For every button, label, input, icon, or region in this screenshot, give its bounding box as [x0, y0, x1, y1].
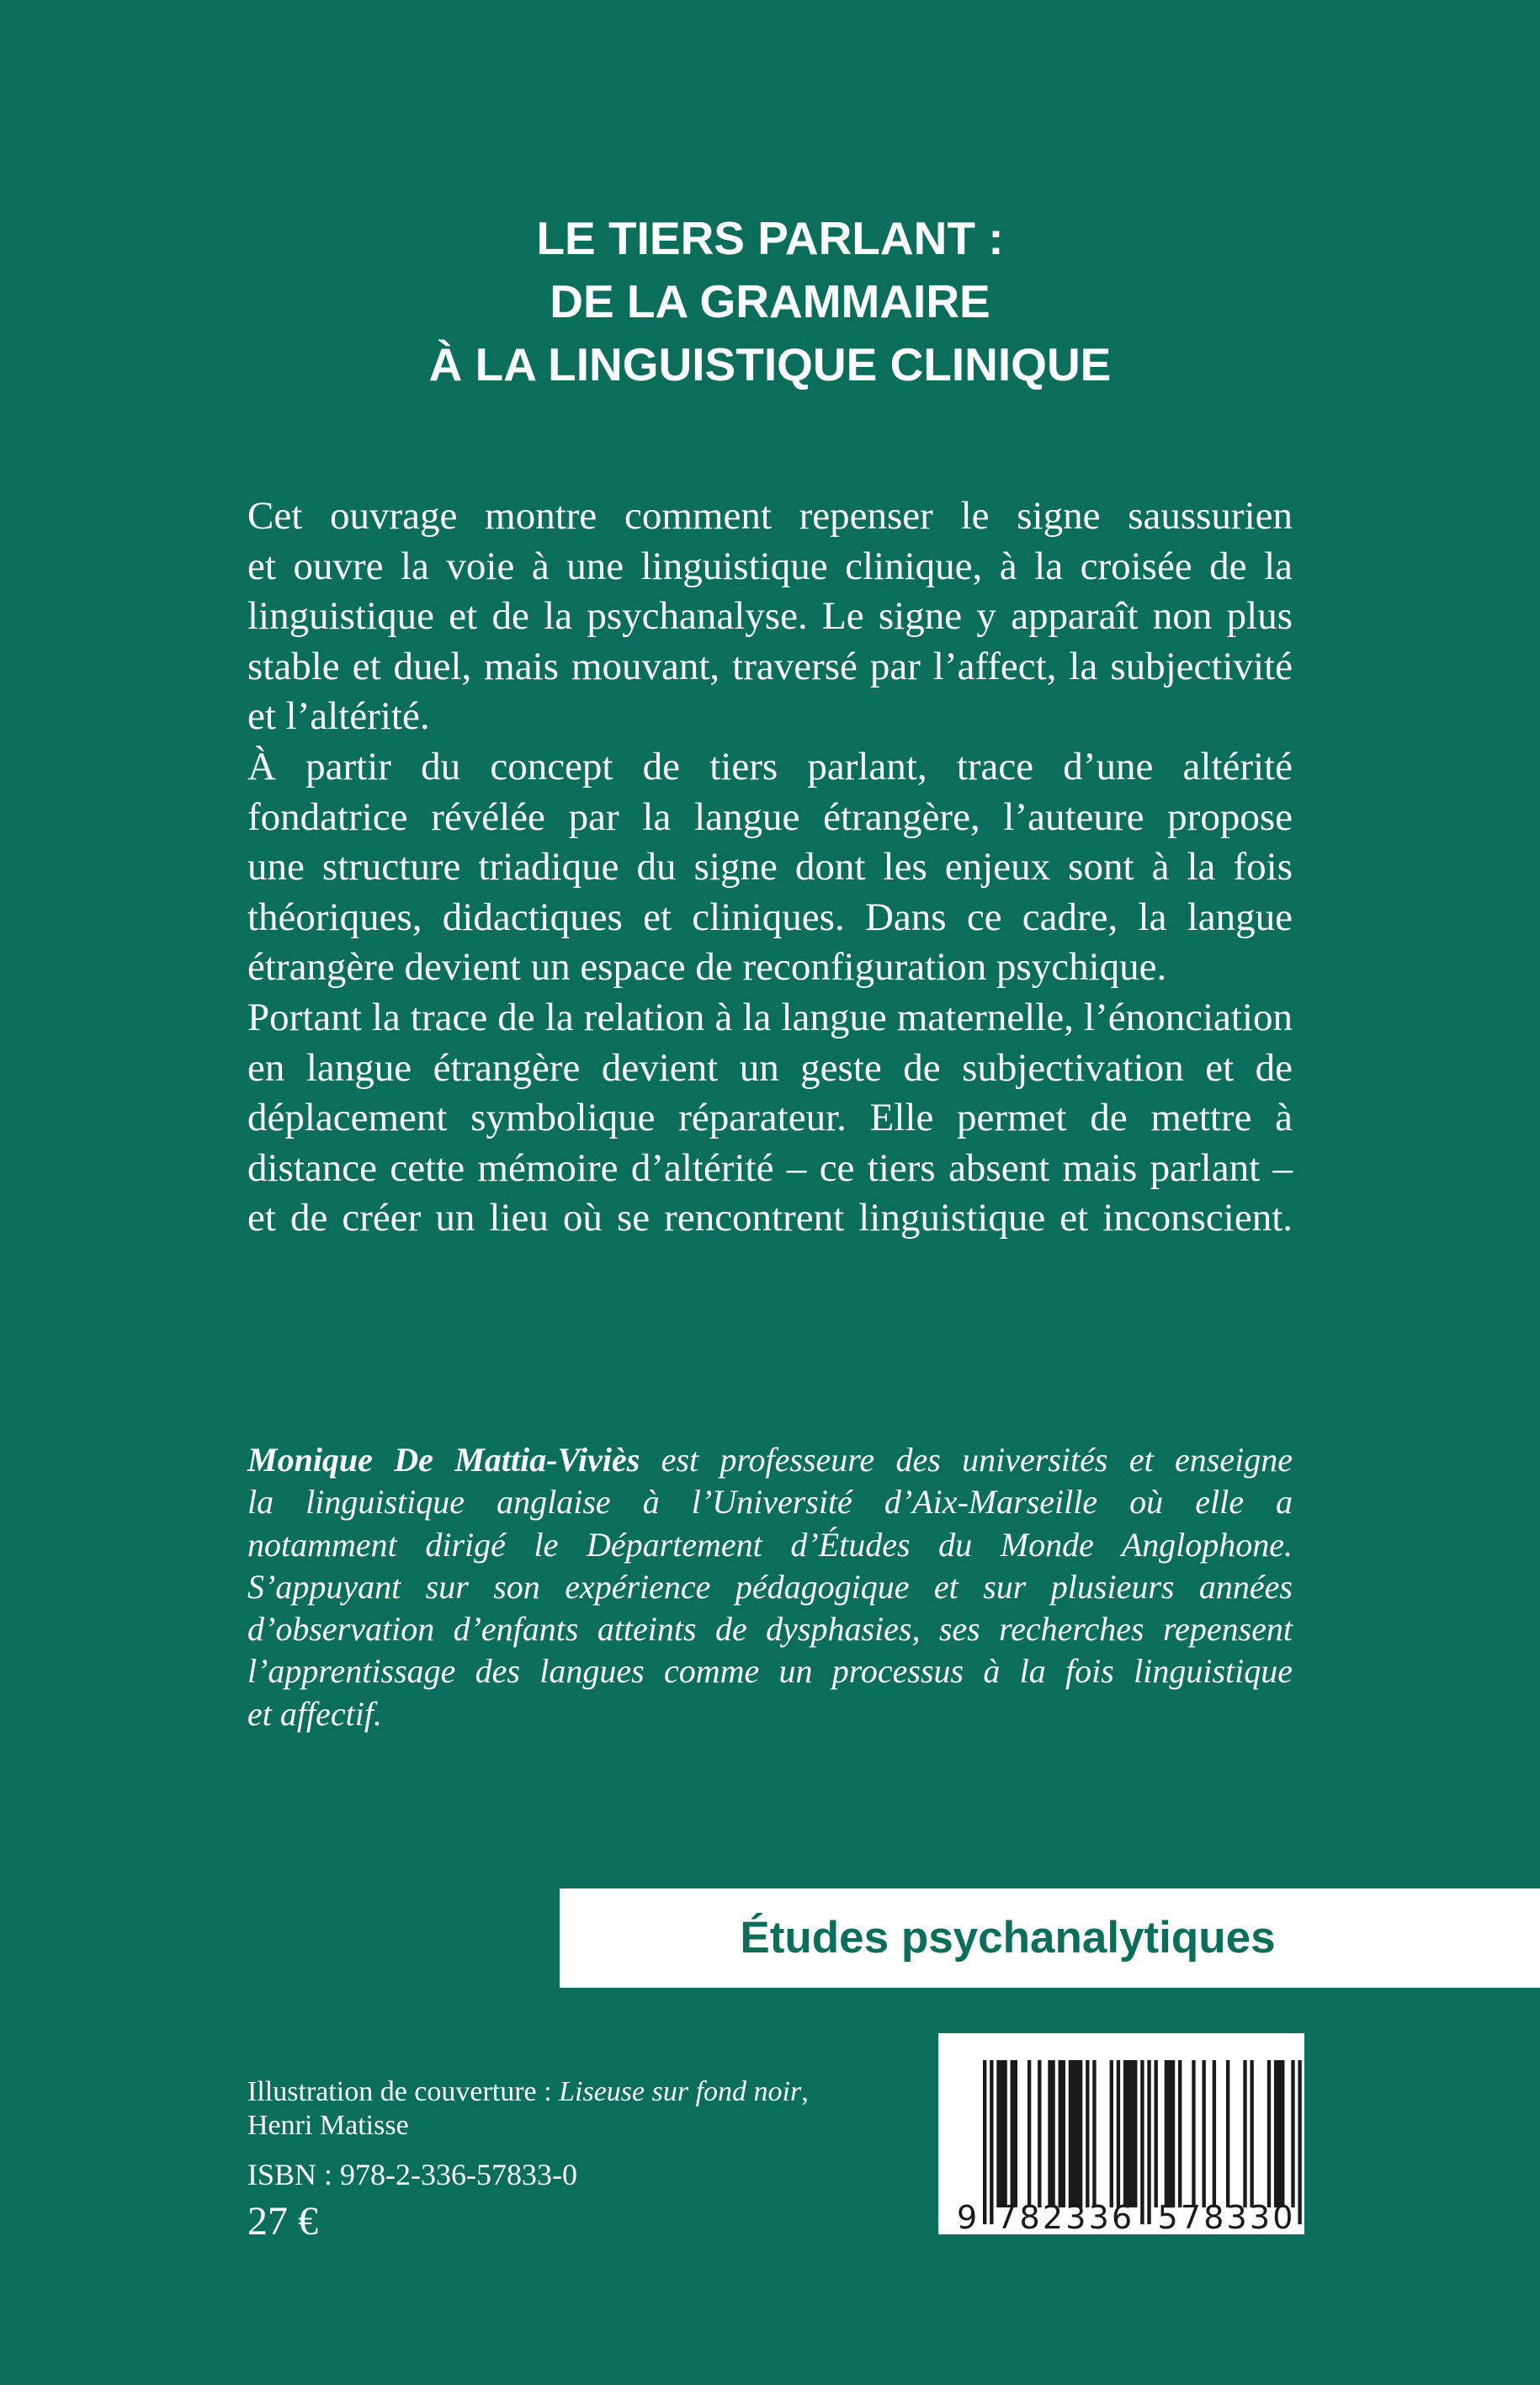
blurb-line: en langue étrangère devient un geste de subjectivation et de	[247, 1045, 1293, 1090]
blurb-line: étrangère devient un espace de reconfiguration psychique.	[247, 945, 1167, 990]
barcode-graphic	[938, 2033, 1304, 2234]
barcode-bar	[1134, 2060, 1137, 2207]
blurb-line: Cet ouvrage montre comment repenser le signe saussurien	[247, 494, 1293, 538]
barcode-bar	[1130, 2060, 1134, 2207]
credits-label: Illustration de couverture :	[247, 2076, 560, 2107]
barcode-bar	[1226, 2060, 1229, 2207]
barcode-bar	[1000, 2060, 1003, 2207]
bio-line: d’observation d’enfants atteints de dysphasies, ses recherches repensent	[247, 1610, 1293, 1649]
artwork-title: Liseuse sur fond noir	[559, 2076, 802, 2107]
barcode-bar	[1127, 2060, 1130, 2207]
barcode-bar	[1014, 2060, 1017, 2207]
barcode-bar	[1281, 2060, 1284, 2207]
barcode-bar	[1048, 2060, 1051, 2207]
barcode-bar	[1178, 2060, 1182, 2207]
barcode-bar	[1291, 2060, 1294, 2207]
barcode-bar	[983, 2060, 986, 2224]
barcode-digits: 782336	[996, 2199, 1133, 2234]
barcode-digits: 9	[957, 2199, 978, 2234]
title-line: DE LA GRAMMAIRE	[550, 275, 990, 327]
barcode-bar	[1086, 2060, 1089, 2207]
barcode-bar	[1110, 2060, 1113, 2207]
barcode-bar	[1250, 2060, 1253, 2207]
blurb-line: À partir du concept de tiers parlant, trace d’une altérité	[247, 744, 1293, 789]
barcode-bar	[1147, 2060, 1150, 2224]
barcode-bar	[1028, 2060, 1031, 2207]
barcode-bar	[1171, 2060, 1175, 2207]
barcode-bar	[1267, 2060, 1271, 2207]
barcode-bar	[1277, 2060, 1281, 2207]
bio-line: S’appuyant sur son expérience pédagogique et sur plusieurs années	[247, 1567, 1293, 1606]
bio-line: la linguistique anglaise à l’Université d’Aix-Marseille où elle a	[247, 1483, 1293, 1522]
blurb-line: distance cette mémoire d’altérité – ce tiers absent mais parlant –	[247, 1145, 1293, 1190]
blurb-line: et ouvre la voie à une linguistique clinique, à la croisée de la	[247, 544, 1293, 588]
bio-line: l’apprentissage des langues comme un processus à la fois linguistique	[247, 1652, 1293, 1691]
barcode-bar	[1072, 2060, 1075, 2207]
blurb-line: stable et duel, mais mouvant, traversé par l’affect, la subjectivité	[247, 644, 1293, 688]
barcode-bar	[996, 2060, 1000, 2207]
barcode-bar	[1051, 2060, 1054, 2207]
title-line: À LA LINGUISTIQUE CLINIQUE	[428, 338, 1112, 390]
credits-comma: ,	[801, 2076, 809, 2107]
barcode-bar	[1274, 2060, 1277, 2207]
bio-text: est professeure des universités et enseigne	[640, 1441, 1293, 1479]
barcode-bar	[1192, 2060, 1195, 2207]
bio-line: notamment dirigé le Département d’Études du Monde Anglophone.	[247, 1525, 1293, 1564]
barcode-bar	[1062, 2060, 1065, 2207]
barcode-bar	[1213, 2060, 1216, 2207]
blurb-line: et de créer un lieu où se rencontrent linguistique et inconscient.	[247, 1196, 1293, 1240]
collection-band	[560, 1888, 1540, 1988]
price: 27 €	[247, 2199, 318, 2244]
barcode-bar	[1117, 2060, 1120, 2207]
author-bio	[247, 1439, 1293, 1735]
barcode-bar	[1168, 2060, 1171, 2207]
barcode	[938, 2033, 1304, 2234]
barcode-bar	[1075, 2060, 1079, 2207]
barcode-bar	[1038, 2060, 1041, 2207]
book-title	[0, 207, 1540, 396]
barcode-bar	[1059, 2060, 1062, 2207]
barcode-digits: 578330	[1157, 2199, 1293, 2234]
barcode-bar	[1155, 2060, 1158, 2207]
blurb-line: et l’altérité.	[247, 694, 430, 739]
barcode-bar	[1140, 2060, 1144, 2224]
barcode-bar	[1079, 2060, 1082, 2207]
blurb-line: linguistique et de la psychanalyse. Le signe y apparaît non plus	[247, 594, 1293, 639]
barcode-bar	[990, 2060, 993, 2224]
barcode-bar	[1202, 2060, 1205, 2207]
barcode-bar	[1092, 2060, 1096, 2207]
blurb-line: fondatrice révélée par la langue étrangère, l’auteure propose	[247, 794, 1293, 839]
blurb-line: une structure triadique du signe dont les enjeux sont à la fois	[247, 845, 1293, 890]
barcode-bar	[1243, 2060, 1246, 2207]
isbn: ISBN : 978-2-336-57833-0	[247, 2158, 577, 2191]
author-name: Monique De Mattia-Viviès	[247, 1441, 640, 1479]
bio-line: et affectif.	[247, 1694, 382, 1733]
blurb-line: Portant la trace de la relation à la langue maternelle, l’énonciation	[247, 995, 1293, 1039]
title-line: LE TIERS PARLANT :	[536, 212, 1004, 264]
artist-name: Henri Matisse	[247, 2110, 409, 2141]
collection-name: Études psychanalytiques	[740, 1913, 1276, 1963]
barcode-bar	[1298, 2060, 1301, 2224]
barcode-bar	[1003, 2060, 1006, 2207]
cover-credits	[247, 2075, 809, 2143]
blurb	[247, 491, 1293, 1244]
bio-line	[247, 1439, 1293, 1481]
barcode-bar	[1123, 2060, 1127, 2207]
barcode-bar	[1011, 2060, 1014, 2207]
blurb-line: théoriques, didactiques et cliniques. Dans ce cadre, la langue	[247, 895, 1293, 939]
barcode-bar	[1069, 2060, 1072, 2207]
blurb-line: déplacement symbolique réparateur. Elle permet de mettre à	[247, 1096, 1293, 1140]
barcode-bar	[1165, 2060, 1168, 2207]
